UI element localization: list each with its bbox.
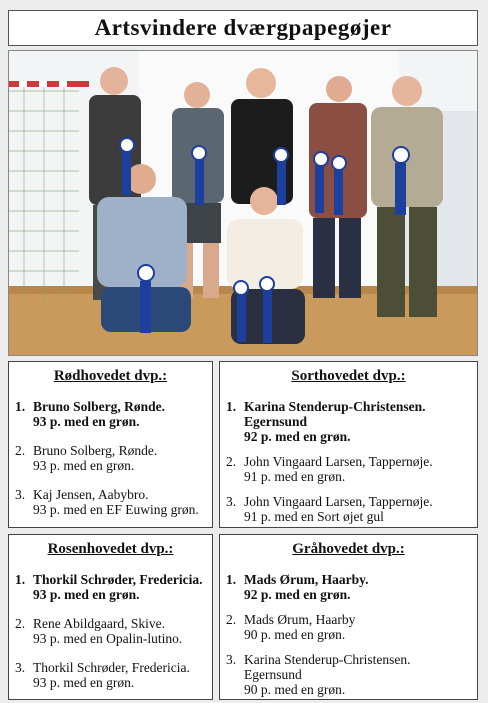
panel-rosenhovedet [8, 534, 213, 700]
rank-number: 3. [15, 660, 26, 675]
rank-number: 1. [226, 399, 237, 414]
winner-result: 92 p. med en grøn. [244, 429, 351, 444]
winner-result: 93 p. med en grøn. [33, 458, 135, 473]
group-photo [8, 50, 478, 356]
page-title: Artsvindere dværgpapegøjer [8, 10, 478, 46]
list-item [15, 616, 206, 646]
rank-number: 1. [15, 572, 26, 587]
winner-name: John Vingaard Larsen, Tappernøje. [244, 454, 433, 469]
winner-name: Mads Ørum, Haarby [244, 612, 356, 627]
winner-result: 93 p. med en grøn. [33, 675, 135, 690]
list-item [226, 572, 471, 602]
winner-name: John Vingaard Larsen, Tappernøje. [244, 494, 433, 509]
winner-result: 92 p. med en grøn. [244, 587, 351, 602]
winner-result: 91 p. med en grøn. [244, 469, 346, 484]
winner-name: Kaj Jensen, Aabybro. [33, 487, 149, 502]
panel-heading: Sorthovedet dvp.: [291, 368, 406, 384]
winner-result: 90 p. med en grøn. [244, 682, 346, 697]
rank-number: 3. [15, 487, 26, 502]
panel-heading: Gråhovedet dvp.: [292, 541, 405, 557]
list-item [226, 454, 471, 484]
rank-number: 3. [226, 652, 237, 667]
winner-result: 93 p. med en grøn. [33, 587, 140, 602]
winner-result: 93 p. med en EF Euwing grøn. [33, 502, 199, 517]
rank-number: 1. [226, 572, 237, 587]
winner-name: Thorkil Schrøder, Fredericia. [33, 660, 190, 675]
list-item [226, 612, 471, 642]
winner-result: 91 p. med en Sort øjet gul [244, 509, 384, 524]
list-item [15, 487, 206, 517]
list-item [15, 660, 206, 690]
panel-sorthovedet [219, 361, 478, 528]
panel-heading: Rødhovedet dvp.: [53, 368, 168, 384]
rank-number: 2. [15, 616, 26, 631]
winner-name: Karina Stenderup-Christensen. Egernsund [244, 399, 426, 429]
rank-number: 2. [226, 612, 237, 627]
list-item [226, 494, 471, 524]
list-item [15, 399, 206, 429]
rank-number: 1. [15, 399, 26, 414]
winner-name: Mads Ørum, Haarby. [244, 572, 369, 587]
rank-number: 2. [226, 454, 237, 469]
rank-number: 2. [15, 443, 26, 458]
winner-name: Bruno Solberg, Rønde. [33, 443, 158, 458]
panel-grahovedet [219, 534, 478, 700]
list-item [15, 572, 206, 602]
list-item [15, 443, 206, 473]
winner-name: Karina Stenderup-Christensen. Egernsund [244, 652, 411, 682]
panel-heading: Rosenhovedet dvp.: [47, 541, 174, 557]
winner-result: 93 p. med en grøn. [33, 414, 140, 429]
winner-name: Thorkil Schrøder, Fredericia. [33, 572, 203, 587]
winner-result: 90 p. med en grøn. [244, 627, 346, 642]
panel-rodhovedet [8, 361, 213, 528]
winner-name: Rene Abildgaard, Skive. [33, 616, 165, 631]
group-photo-icon [9, 51, 478, 356]
winner-result: 93 p. med en Opalin-lutino. [33, 631, 183, 646]
rank-number: 3. [226, 494, 237, 509]
winner-name: Bruno Solberg, Rønde. [33, 399, 166, 414]
list-item [226, 399, 471, 444]
list-item [226, 652, 471, 697]
